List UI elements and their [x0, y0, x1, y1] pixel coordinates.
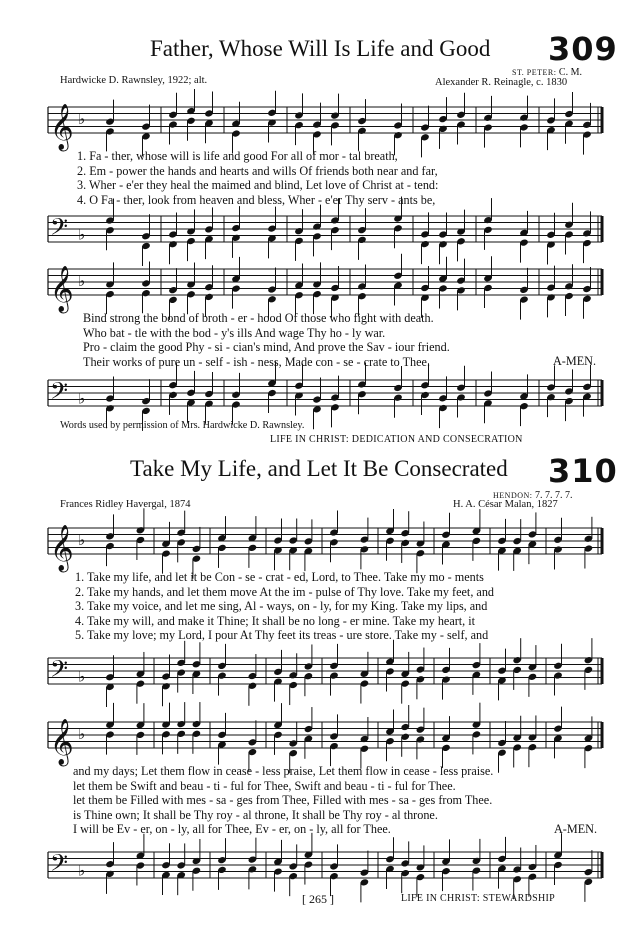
flat-key-signature-icon: ♭: [78, 725, 86, 743]
hymn-309-verses-a: [77, 149, 438, 207]
treble-clef-icon: 𝄞: [50, 266, 74, 312]
treble-staff: [0, 265, 640, 312]
hymn-309-author: Hardwicke D. Rawnsley, 1922; alt.: [60, 75, 208, 86]
verse-line: 5. Take my love; my Lord, I pour At Thy feet its treas - ure store. Take my - self, and: [75, 628, 489, 642]
flat-key-signature-icon: ♭: [78, 531, 86, 549]
treble-staff: [0, 524, 640, 571]
verse-line: and my days; Let them flow in cease - less praise, Let them flow in cease - less praise.: [73, 764, 494, 778]
topic-caption: LIFE IN CHRIST: STEWARDSHIP: [401, 893, 555, 904]
flat-key-signature-icon: ♭: [78, 272, 86, 290]
verse-line: I will be Ev - er, on - ly, all for Thee, Ev - er, on - ly, all for Thee.: [73, 822, 391, 836]
hymn-309-verses-b: [83, 311, 450, 369]
flat-key-signature-icon: ♭: [78, 861, 86, 880]
page-number: [ 265 ]: [302, 892, 334, 906]
tune-name: HENDON:: [493, 491, 533, 500]
treble-clef-icon: 𝄞: [50, 719, 74, 765]
verse-line: is Thine own; It shall be Thy roy - al throne, It shall be Thy roy - al throne.: [73, 807, 438, 822]
verse-line: let them be Filled with mes - sa - ges from Thee, Filled with mes - sa - ges from Thee.: [73, 793, 493, 807]
amen-text: A-MEN.: [554, 822, 597, 836]
verse-line: Who bat - tle with the bod - y's ills And wage Thy ho - ly war.: [83, 325, 386, 340]
verse-line: 3. Take my voice, and let me sing, Al - ways, on - ly, for my King. Take my lips, and: [75, 599, 488, 613]
flat-key-signature-icon: ♭: [78, 225, 86, 244]
bass-staff: [0, 654, 640, 694]
hymn-310-verses-a: [75, 570, 494, 643]
verse-line: 2. Take my hands, and let them move At the im - pulse of Thy love. Take my feet, and: [75, 584, 495, 599]
bass-staff: [0, 376, 640, 416]
hymn-310-number: 310: [548, 452, 618, 490]
verse-line: Pro - claim the good Phy - si - cian's mind, And prove the Sav - iour friend.: [83, 340, 450, 354]
bass-clef-icon: 𝄢: [50, 849, 69, 882]
hymn-310-composer: H. A. César Malan, 1827: [453, 499, 558, 510]
verse-line: Their works of pure un - self - ish - ness, Made con - se - crate to Thee.: [83, 354, 431, 369]
verse-line: Bind strong the bond of broth - er - hood Of those who fight with death.: [83, 311, 434, 325]
treble-clef-icon: 𝄞: [50, 104, 74, 150]
verse-line: 2. Em - power the hands and hearts and wills Of friends both near and far,: [77, 163, 438, 178]
bass-clef-icon: 𝄢: [50, 377, 69, 410]
hymn-310-author: Frances Ridley Havergal, 1874: [60, 499, 191, 510]
hymn-310-title: Take My Life, and Let It Be Consecrated: [130, 456, 508, 481]
treble-clef-icon: 𝄞: [50, 525, 74, 571]
flat-key-signature-icon: ♭: [78, 110, 86, 128]
flat-key-signature-icon: ♭: [78, 667, 86, 686]
verse-line: 4. Take my will, and make it Thine; It shall be no long - er mine. Take my heart, it: [75, 613, 476, 628]
verse-line: 1. Fa - ther, whose will is life and good For all of mor - tal breath,: [77, 149, 398, 163]
hymn-309-composer: Alexander R. Reinagle, c. 1830: [435, 77, 568, 88]
bass-clef-icon: 𝄢: [50, 213, 69, 246]
amen-text: A-MEN.: [553, 354, 596, 368]
treble-staff: [0, 718, 640, 765]
treble-staff: [0, 103, 640, 150]
bass-staff: [0, 212, 640, 252]
flat-key-signature-icon: ♭: [78, 389, 86, 408]
bass-clef-icon: 𝄢: [50, 655, 69, 688]
tune-meter: C. M.: [558, 67, 582, 78]
topic-caption: LIFE IN CHRIST: DEDICATION AND CONSECRATION: [270, 434, 523, 445]
verse-line: 3. Wher - e'er they heal the maimed and blind, Let love of Christ at - tend:: [77, 178, 439, 192]
hymn-309-title: Father, Whose Will Is Life and Good: [150, 36, 491, 61]
hymn-309-number: 309: [548, 30, 618, 68]
tune-name: ST. PETER:: [512, 68, 557, 77]
verse-line: 4. O Fa - ther, look from heaven and bless, Wher - e'er Thy serv - ants be,: [77, 192, 436, 207]
verse-line: 1. Take my life, and let it be Con - se - crat - ed, Lord, to Thee. Take my mo - ments: [75, 570, 484, 584]
permission-note: Words used by permission of Mrs. Hardwicke D. Rawnsley.: [60, 420, 305, 431]
bass-staff: [0, 848, 640, 888]
tune-meter: 7. 7. 7. 7.: [535, 490, 573, 501]
hymn-310-verses-b: [73, 764, 493, 837]
verse-line: let them be Swift and beau - ti - ful for Thee, Swift and beau - ti - ful for Thee.: [73, 778, 456, 793]
